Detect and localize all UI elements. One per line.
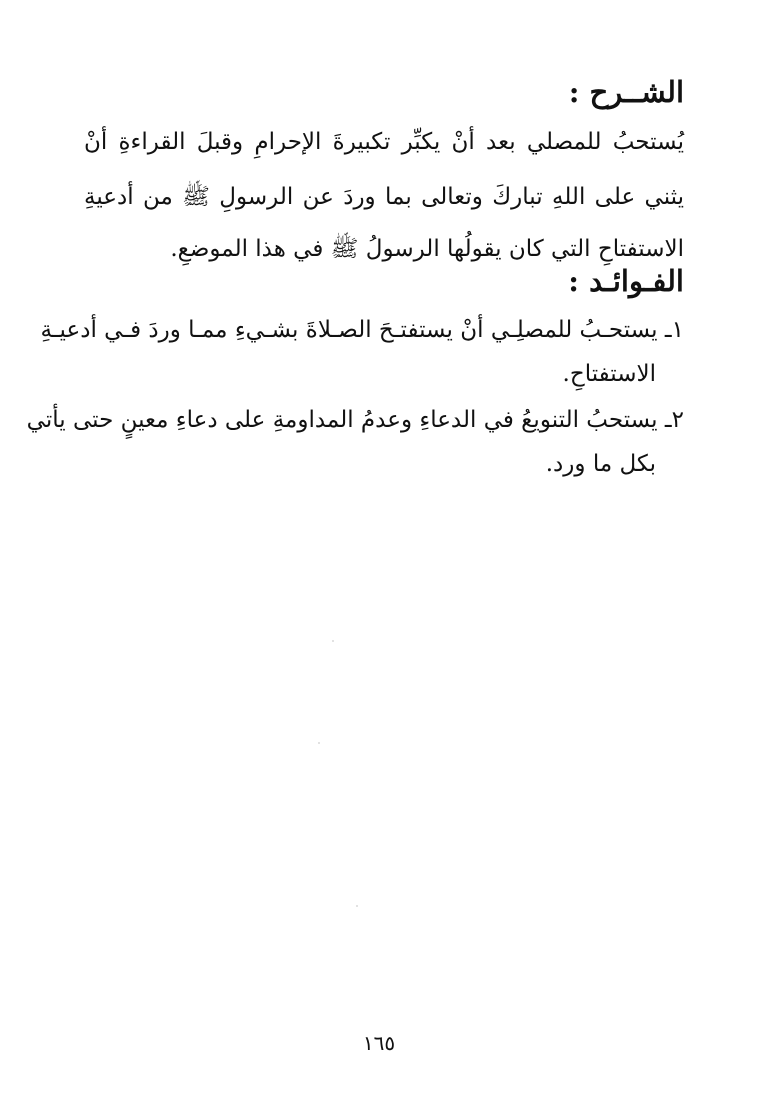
- scan-speck: [318, 742, 320, 744]
- sharh-heading: الشــرح :: [568, 75, 684, 109]
- fawaid-item-1-line-1: ١ـ يستحـبُ للمصلِـي أنْ يستفتـحَ الصـلاةَ بشـيءِ ممـا وردَ فـي أدعيـةِ: [40, 317, 684, 343]
- fawaid-heading: الفـوائـد :: [568, 264, 684, 298]
- scan-speck: [356, 905, 358, 907]
- sharh-line-2: يثني على اللهِ تباركَ وتعالى بما وردَ عن الرسولِ ﷺ من أدعيةِ: [84, 184, 684, 210]
- sharh-line-1: يُستحبُ للمصلي بعد أنْ يكبِّر تكبيرةَ الإحرامِ وقبلَ القراءةِ أنْ: [84, 129, 684, 155]
- sharh-line-3: الاستفتاحِ التي كان يقولُها الرسولُ ﷺ في هذا الموضعِ.: [170, 236, 684, 262]
- fawaid-list: [26, 310, 684, 510]
- page-number: ١٦٥: [362, 1031, 396, 1055]
- fawaid-item-2-line-2: بكل ما ورد.: [545, 451, 656, 477]
- fawaid-item-1-line-2: الاستفتاحِ.: [562, 361, 656, 387]
- sharh-paragraph: [84, 122, 684, 272]
- scan-speck: [332, 640, 334, 642]
- fawaid-item-2-line-1: ٢ـ يستحبُ التنويعُ في الدعاءِ وعدمُ المداومةِ على دعاءِ معينٍ حتى يأتي: [26, 407, 684, 433]
